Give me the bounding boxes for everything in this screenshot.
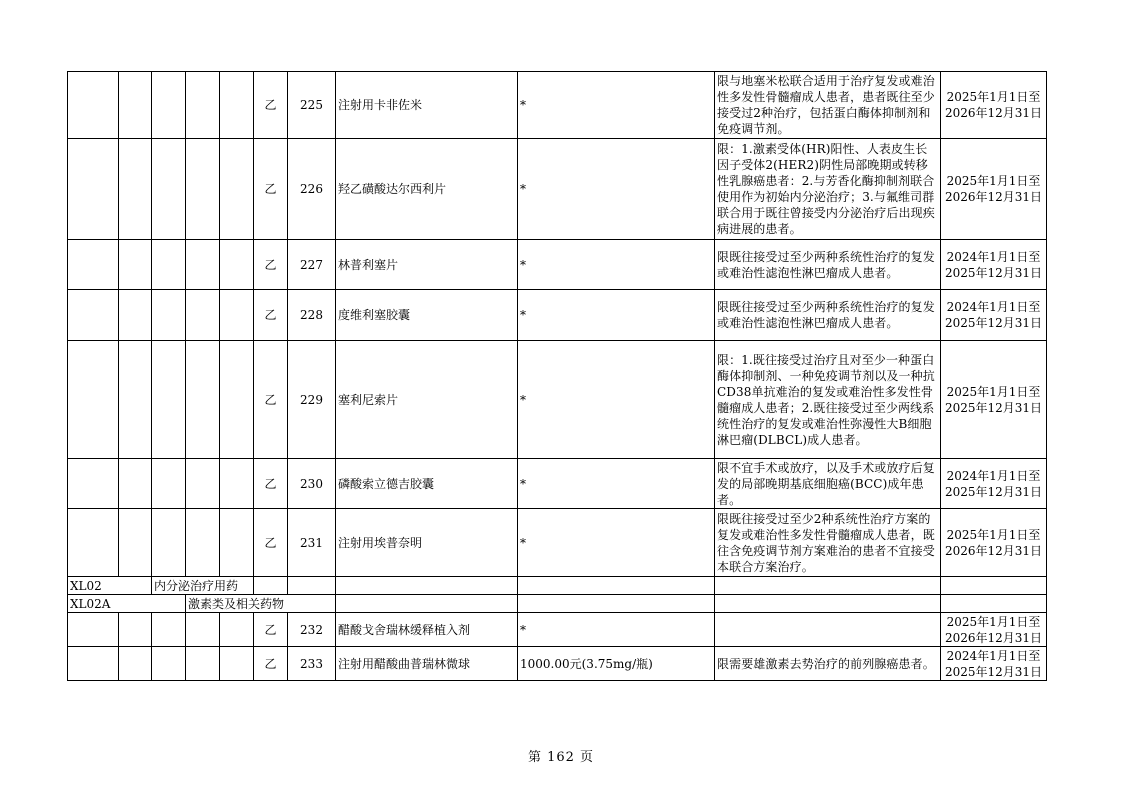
empty-cell — [68, 341, 119, 459]
period-cell — [941, 509, 1047, 577]
number-cell: 229 — [288, 341, 336, 459]
empty-cell — [254, 577, 288, 595]
restriction-cell: 限：1.既往接受过治疗且对至少一种蛋白酶体抑制剂、一种免疫调节剂以及一种抗CD38单抗难治的复发或难治性多发性骨髓瘤成人患者；2.既往接受过至少两线系统性治疗的复发或难治性弥漫性大B细胞淋巴瘤(DLBCL)成人患者。 — [715, 341, 941, 459]
empty-cell — [186, 459, 220, 509]
empty-cell — [220, 341, 254, 459]
number-cell: 231 — [288, 509, 336, 577]
empty-cell — [152, 509, 186, 577]
empty-cell — [186, 341, 220, 459]
period-end: 2025年12月31日 — [944, 400, 1043, 415]
category-code: XL02 — [68, 577, 152, 595]
subcategory-code: XL02A — [68, 595, 186, 613]
number-cell: 228 — [288, 290, 336, 341]
number-cell: 226 — [288, 139, 336, 240]
period-end: 2025年12月31日 — [944, 664, 1043, 679]
class-cell: 乙 — [254, 341, 288, 459]
table-row — [68, 240, 1047, 290]
drug-name-cell: 度维利塞胶囊 — [336, 290, 518, 341]
period-start: 2025年1月1日至 — [946, 527, 1041, 542]
subcategory-name: 激素类及相关药物 — [186, 595, 288, 613]
empty-cell — [186, 72, 220, 139]
drug-name-cell: 注射用卡非佐米 — [336, 72, 518, 139]
empty-cell — [68, 290, 119, 341]
empty-cell — [68, 240, 119, 290]
drug-name-cell: 注射用醋酸曲普瑞林微球 — [336, 647, 518, 681]
empty-cell — [119, 290, 152, 341]
category-row — [68, 577, 1047, 595]
empty-cell — [119, 240, 152, 290]
period-cell — [941, 341, 1047, 459]
table-row — [68, 613, 1047, 647]
empty-cell — [119, 613, 152, 647]
period-cell — [941, 459, 1047, 509]
restriction-cell: 限既往接受过至少两种系统性治疗的复发或难治性滤泡性淋巴瘤成人患者。 — [715, 290, 941, 341]
table-row — [68, 647, 1047, 681]
empty-cell — [152, 240, 186, 290]
drug-list-table — [67, 71, 1047, 681]
empty-cell — [119, 72, 152, 139]
page-number: 第 162 页 — [527, 750, 595, 765]
empty-cell — [152, 139, 186, 240]
class-cell: 乙 — [254, 290, 288, 341]
empty-cell — [119, 139, 152, 240]
period-end: 2026年12月31日 — [944, 106, 1043, 120]
dosage-cell: * — [518, 290, 715, 341]
empty-cell — [220, 509, 254, 577]
restriction-cell: 限与地塞米松联合适用于治疗复发或难治性多发性骨髓瘤成人患者，患者既往至少接受过2种治疗，包括蛋白酶体抑制剂和免疫调节剂。 — [715, 72, 941, 139]
empty-cell — [186, 509, 220, 577]
period-cell — [941, 290, 1047, 341]
empty-cell — [152, 647, 186, 681]
table-row — [68, 459, 1047, 509]
empty-cell — [119, 509, 152, 577]
empty-cell — [220, 139, 254, 240]
empty-cell — [186, 290, 220, 341]
restriction-cell: 限既往接受过至少两种系统性治疗的复发或难治性滤泡性淋巴瘤成人患者。 — [715, 240, 941, 290]
empty-cell — [68, 139, 119, 240]
restriction-cell — [715, 613, 941, 647]
dosage-cell: * — [518, 613, 715, 647]
period-cell — [941, 139, 1047, 240]
empty-cell — [941, 595, 1047, 613]
class-cell: 乙 — [254, 613, 288, 647]
number-cell: 230 — [288, 459, 336, 509]
empty-cell — [68, 613, 119, 647]
empty-cell — [152, 459, 186, 509]
class-cell: 乙 — [254, 72, 288, 139]
period-end: 2025年12月31日 — [944, 316, 1043, 330]
empty-cell — [186, 613, 220, 647]
empty-cell — [68, 509, 119, 577]
period-end: 2026年12月31日 — [944, 630, 1043, 645]
dosage-cell: * — [518, 459, 715, 509]
empty-cell — [119, 647, 152, 681]
empty-cell — [186, 240, 220, 290]
period-start: 2025年1月1日至 — [946, 614, 1041, 629]
empty-cell — [119, 459, 152, 509]
empty-cell — [220, 459, 254, 509]
drug-name-cell: 林普利塞片 — [336, 240, 518, 290]
empty-cell — [152, 72, 186, 139]
period-end: 2025年12月31日 — [944, 484, 1043, 499]
empty-cell — [220, 647, 254, 681]
dosage-cell: * — [518, 240, 715, 290]
empty-cell — [68, 72, 119, 139]
empty-cell — [518, 595, 715, 613]
period-cell — [941, 613, 1047, 647]
empty-cell — [715, 595, 941, 613]
period-cell — [941, 647, 1047, 681]
empty-cell — [715, 577, 941, 595]
period-start: 2025年1月1日至 — [946, 174, 1041, 188]
table-body — [68, 72, 1047, 681]
empty-cell — [186, 139, 220, 240]
dosage-cell: * — [518, 72, 715, 139]
class-cell: 乙 — [254, 647, 288, 681]
empty-cell — [152, 290, 186, 341]
empty-cell — [68, 647, 119, 681]
period-start: 2025年1月1日至 — [946, 384, 1041, 399]
empty-cell — [220, 240, 254, 290]
empty-cell — [152, 341, 186, 459]
drug-name-cell: 注射用埃普奈明 — [336, 509, 518, 577]
number-cell: 233 — [288, 647, 336, 681]
period-start: 2024年1月1日至 — [946, 300, 1041, 314]
empty-cell — [68, 459, 119, 509]
table-row — [68, 290, 1047, 341]
drug-name-cell: 塞利尼索片 — [336, 341, 518, 459]
restriction-cell: 限不宜手术或放疗，以及手术或放疗后复发的局部晚期基底细胞癌(BCC)成年患者。 — [715, 459, 941, 509]
empty-cell — [288, 577, 336, 595]
empty-cell — [186, 647, 220, 681]
table-row — [68, 139, 1047, 240]
number-cell: 227 — [288, 240, 336, 290]
subcategory-row — [68, 595, 1047, 613]
table-row — [68, 509, 1047, 577]
empty-cell — [336, 595, 518, 613]
class-cell: 乙 — [254, 139, 288, 240]
number-cell: 225 — [288, 72, 336, 139]
period-cell — [941, 240, 1047, 290]
period-start: 2025年1月1日至 — [946, 90, 1041, 104]
restriction-cell: 限：1.激素受体(HR)阳性、人表皮生长因子受体2(HER2)阴性局部晚期或转移性乳腺癌患者：2.与芳香化酶抑制剂联合使用作为初始内分泌治疗；3.与氟维司群联合用于既往曾接受内分泌治疗后出现疾病进展的患者。 — [715, 139, 941, 240]
dosage-cell: * — [518, 139, 715, 240]
empty-cell — [220, 290, 254, 341]
empty-cell — [336, 577, 518, 595]
table-row — [68, 72, 1047, 139]
number-cell: 232 — [288, 613, 336, 647]
period-cell — [941, 72, 1047, 139]
period-start: 2024年1月1日至 — [946, 249, 1041, 264]
dosage-cell: * — [518, 509, 715, 577]
table-row — [68, 341, 1047, 459]
dosage-cell: * — [518, 341, 715, 459]
class-cell: 乙 — [254, 459, 288, 509]
drug-name-cell: 磷酸索立德吉胶囊 — [336, 459, 518, 509]
class-cell: 乙 — [254, 240, 288, 290]
empty-cell — [119, 341, 152, 459]
empty-cell — [220, 72, 254, 139]
empty-cell — [152, 613, 186, 647]
restriction-cell: 限需要雄激素去势治疗的前列腺癌患者。 — [715, 647, 941, 681]
class-cell: 乙 — [254, 509, 288, 577]
empty-cell — [518, 577, 715, 595]
category-name: 内分泌治疗用药 — [152, 577, 254, 595]
period-start: 2024年1月1日至 — [946, 648, 1041, 663]
restriction-cell: 限既往接受过至少2种系统性治疗方案的复发或难治性多发性骨髓瘤成人患者，既往含免疫调节剂方案难治的患者不宜接受本联合方案治疗。 — [715, 509, 941, 577]
period-start: 2024年1月1日至 — [946, 468, 1041, 483]
empty-cell — [220, 613, 254, 647]
drug-name-cell: 羟乙磺酸达尔西利片 — [336, 139, 518, 240]
drug-name-cell: 醋酸戈舍瑞林缓释植入剂 — [336, 613, 518, 647]
period-end: 2026年12月31日 — [944, 190, 1043, 204]
empty-cell — [941, 577, 1047, 595]
empty-cell — [288, 595, 336, 613]
period-end: 2025年12月31日 — [944, 265, 1043, 280]
dosage-cell: 1000.00元(3.75mg/瓶) — [518, 647, 715, 681]
period-end: 2026年12月31日 — [944, 543, 1043, 558]
